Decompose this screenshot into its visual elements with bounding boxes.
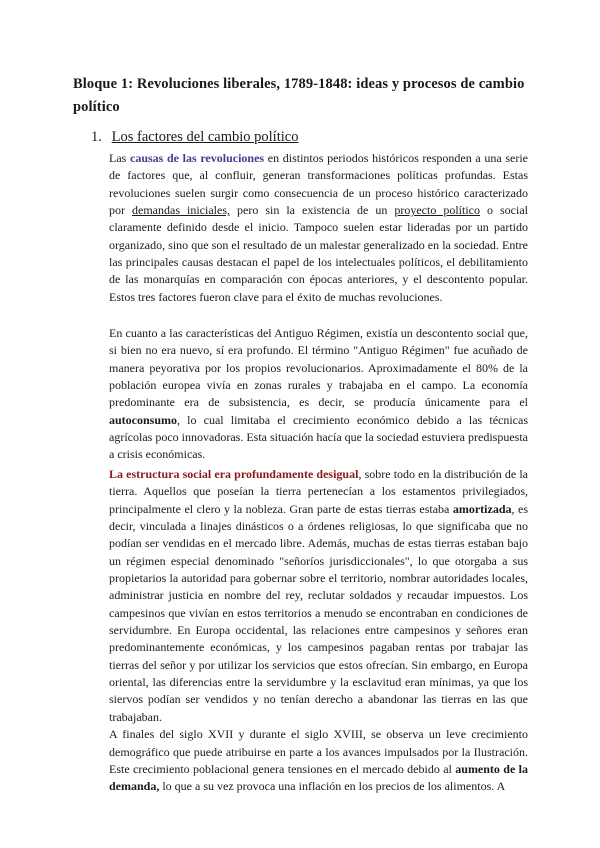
underline-project: proyecto político [394,203,480,218]
bold-amortizada: amortizada [452,501,512,516]
text-run: En cuanto a las características del Antiguo Régimen, existía un descontento social que, si bien no era nuevo, sí era profundo. El término "Antiguo Régimen" fue acuñado de manera peyorativa por los propios revolucionarios. Aproximadamente el 80% de la población europea vivía en zonas rurales y trabajaba en el campo. La economía predominante era de subsistencia, es decir, se producía únicamente para el [109,326,528,410]
text-run: , lo cual limitaba el crecimiento económico debido a las técnicas agrícolas poco innovadoras. Esta situación hacía que la sociedad estuviera predispuesta a crisis económicas. [109,412,528,462]
bold-demand: aumento de la demanda, [109,761,529,794]
text-run: , es decir, vinculada a linajes dinásticos o a órdenes religiosas, lo que significaba que no podían ser vendidas en el mercado libre. Además, muchas de estas tierras estaban bajo un régimen especial denominado "señoríos jurisdiccionales", lo que otorgaba a sus propietarios la autoridad para gobernar sobre el territorio, nombrar autoridades locales, administrar justicia en nombre del rey, reclutar soldados y recaudar impuestos. Los campesinos que vivían en estos territorios a menudo se encontraban en condiciones de servidumbre. En Europa occidental, las relaciones entre campesinos y señores eran predominantemente económicas, y los campesinos pagaban rentas por trabajar las tierras del señor y por utilizar los servicios que estos ofrecían. Sin embargo, en Europa oriental, las diferencias entre la servidumbre y la esclavitud eran mínimas, ya que los siervos podían ser vendidos y no tenían derecho a abandonar las tierras en las que trabajaban. [109,501,528,724]
text-run: en distintos periodos históricos responden a una serie de factores que, al confluir, generan transformaciones políticas profundas. Estas revoluciones suelen surgir como consecuencia de un proceso histórico caracterizado por [109,151,529,218]
text-run: Las [109,151,130,165]
paragraph-demography [109,726,528,795]
paragraph-social-structure [109,466,528,796]
highlight-social-structure: La estructura social era profundamente desigual [109,467,359,481]
text-run: , sobre todo en la distribución de la tierra. Aquellos que poseían la tierra pertenecían a los estamentos privilegiados, principalmente el clero y la nobleza. Gran parte de estas tierras estaba [109,467,528,516]
text-run: pero sin la existencia de un [230,203,395,218]
paragraph-causes [109,150,528,306]
text-run: o social claramente definido desde el inicio. Tampoco suelen estar lideradas por un partido organizado, sino que son el resultado de un malestar generalizado en la sociedad. Entre las principales causas destacan el papel de los intelectuales políticos, el debilitamiento de las monarquías en comparación con épocas anteriores, y el descontento popular. Estos tres factores fueron clave para el éxito de muchas revoluciones. [109,203,529,304]
highlight-causes: causas de las revoluciones [130,151,265,165]
text-run: A finales del siglo XVII y durante el siglo XVIII, se observa un leve crecimiento demográfico que puede atribuirse en parte a los avances impulsados por la Ilustración. Este crecimiento poblacional genera tensiones en el mercado debido al [109,727,528,776]
section-heading [91,128,298,147]
text-run: lo que a su vez provoca una inflación en los precios de los alimentos. A [159,779,506,794]
document-title: Bloque 1: Revoluciones liberales, 1789-1848: ideas y procesos de cambio político [73,76,525,115]
underline-demands: demandas iniciales, [132,203,230,218]
paragraph-old-regime [109,325,528,464]
section-number: 1. [91,129,102,145]
bold-autoconsumo: autoconsumo [109,412,178,427]
section-title: Los factores del cambio político [111,129,299,145]
